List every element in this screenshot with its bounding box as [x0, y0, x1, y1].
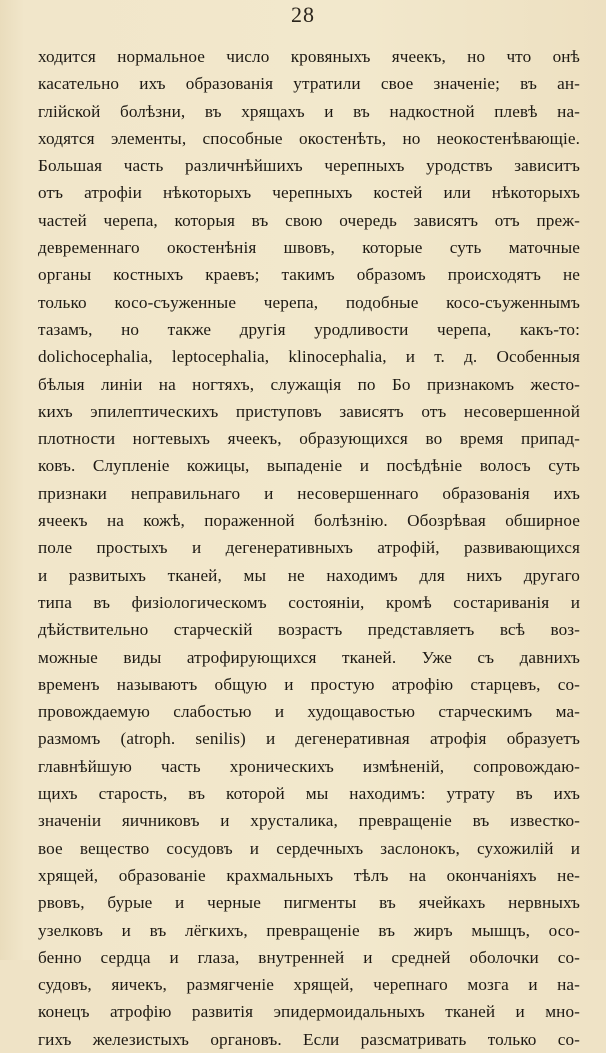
- text-line: и развитыхъ тканей, мы не находимъ для нихъ другаго: [38, 565, 580, 585]
- text-line: типа въ физіологическомъ состояніи, кромѣ состариванія и: [38, 592, 580, 612]
- text-line: девременнаго окостенѣнія швовъ, которые суть маточные: [38, 238, 580, 258]
- text-line: поле простыхъ и дегенеративныхъ атрофій, развивающихся: [38, 538, 580, 558]
- text-line: узелковъ и въ лёгкихъ, превращеніе въ жиръ мышцъ, осо-: [38, 920, 580, 940]
- text-line: плотности ногтевыхъ ячеекъ, образующихся во время припад-: [38, 429, 580, 449]
- text-line: щихъ старость, въ которой мы находимъ: утрату въ ихъ: [38, 784, 580, 804]
- text-line: кихъ эпилептическихъ приступовъ зависятъ отъ несовершенной: [38, 401, 580, 421]
- text-line: касательно ихъ образованія утратили свое значеніе; въ ан-: [38, 74, 580, 94]
- text-line: провождаемую слабостью и худощавостью старческимъ ма-: [38, 702, 580, 722]
- text-line: ячеекъ на кожѣ, пораженной болѣзнію. Обозрѣвая обширное: [38, 511, 580, 531]
- text-line: хрящей, образованіе крахмальныхъ тѣлъ на окончаніяхъ не-: [38, 865, 580, 885]
- text-line: ходятся элементы, способные окостенѣть, но неокостенѣвающіе.: [38, 128, 580, 148]
- text-line: временъ называютъ общую и простую атрофію старцевъ, со-: [38, 674, 580, 694]
- text-line: частей черепа, которыя въ свою очередь зависятъ отъ преж-: [38, 210, 580, 230]
- text-line: главнѣйшую часть хроническихъ измѣненій, сопровождаю-: [38, 756, 580, 776]
- text-line: размомъ (atroph. senilis) и дегенеративная атрофія образуетъ: [38, 729, 580, 749]
- text-line: бенно сердца и глаза, внутренней и средней оболочки со-: [38, 947, 580, 967]
- text-line: вое вещество сосудовъ и сердечныхъ заслонокъ, сухожилій и: [38, 838, 580, 858]
- text-line: рвовъ, бурые и черные пигменты въ ячейкахъ нервныхъ: [38, 893, 580, 913]
- text-line: глійской болѣзни, въ хрящахъ и въ надкостной плевѣ на-: [38, 101, 580, 121]
- text-line: только косо-съуженные черепа, подобные косо-съуженнымъ: [38, 292, 580, 312]
- text-line: Большая часть различнѣйшихъ черепныхъ уродствъ зависитъ: [38, 156, 580, 176]
- text-line: органы костныхъ краевъ; такимъ образомъ происходятъ не: [38, 265, 580, 285]
- text-line: конецъ атрофію развитія эпидермоидальныхъ тканей и мно-: [38, 1002, 580, 1022]
- text-line: судовъ, яичекъ, размягченіе хрящей, черепнаго мозга и на-: [38, 975, 580, 995]
- text-line: признаки неправильнаго и несовершеннаго образованія ихъ: [38, 483, 580, 503]
- text-line: ходится нормальное число кровяныхъ ячеекъ, но что онѣ: [38, 47, 580, 66]
- text-line: ковъ. Слупленіе кожицы, выпаденіе и посѣдѣніе волосъ суть: [38, 456, 580, 476]
- text-line: можные виды атрофирующихся тканей. Уже съ давнихъ: [38, 647, 580, 667]
- text-line: отъ атрофіи нѣкоторыхъ черепныхъ костей или нѣкоторыхъ: [38, 183, 580, 203]
- page-number: 28: [291, 2, 315, 27]
- text-line: значеніи яичниковъ и хрусталика, превращеніе въ известко-: [38, 811, 580, 831]
- text-line: тазамъ, но также другія уродливости черепа, какъ-то:: [38, 319, 580, 339]
- text-line: гихъ железистыхъ органовъ. Если разсматривать только со-: [38, 1029, 580, 1049]
- body-text: [38, 43, 580, 1053]
- text-line: dolichocephalia, leptocephalia, klinocephalia, и т. д. Особенныя: [38, 347, 580, 367]
- text-line: бѣлыя линіи на ногтяхъ, служащія по Бо признакомъ жесто-: [38, 374, 580, 394]
- text-line: дѣйствительно старческій возрастъ представляетъ всѣ воз-: [38, 620, 580, 640]
